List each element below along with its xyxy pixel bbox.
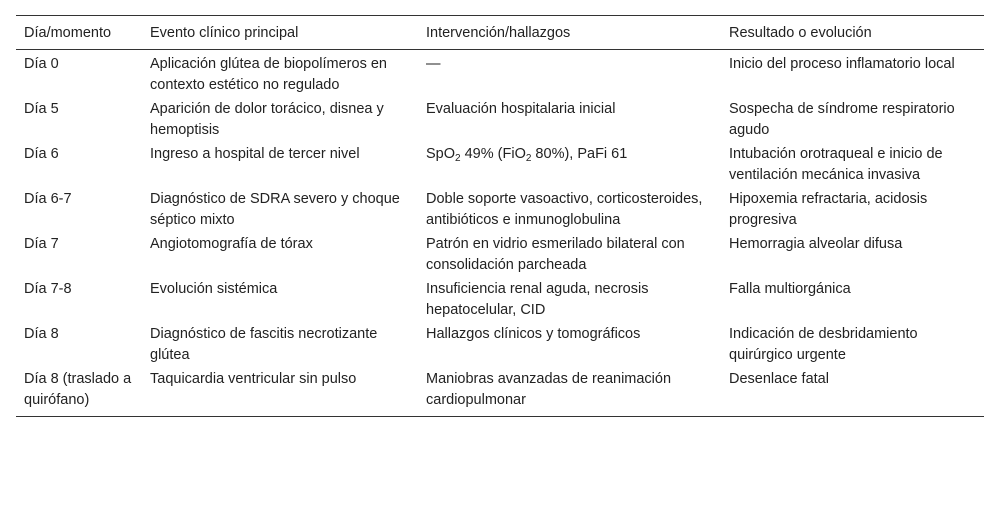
- cell-moment: Día 5: [24, 101, 59, 117]
- cell-intervention: [418, 144, 721, 189]
- clinical-timeline-table-container: [16, 15, 984, 417]
- cell-intervention: Evaluación hospitalaria inicial: [426, 101, 616, 117]
- cell-moment: Día 7-8: [24, 281, 72, 297]
- cell-event: Diagnóstico de fascitis necrotizante glútea: [150, 326, 378, 363]
- table-row: [16, 369, 984, 417]
- cell-event: Taquicardia ventricular sin pulso: [142, 369, 418, 417]
- cell-outcome: Falla multiorgánica: [729, 281, 851, 297]
- cell-intervention: Doble soporte vasoactivo, corticosteroides, antibióticos e inmunoglobulina: [426, 191, 703, 228]
- cell-moment: Día 6-7: [24, 191, 72, 207]
- spo2-subscript: 2: [455, 153, 461, 164]
- cell-moment: Día 8 (traslado a quirófano): [16, 369, 142, 417]
- cell-intervention: Maniobras avanzadas de reanimación cardiopulmonar: [418, 369, 721, 417]
- table-row: [16, 50, 984, 100]
- fio2-label: 49% (FiO: [460, 146, 526, 162]
- cell-moment: Día 8: [24, 326, 59, 342]
- table-row: [16, 189, 984, 234]
- cell-intervention: —: [426, 56, 441, 72]
- table-row: [16, 279, 984, 324]
- pafi-value: 80%), PaFi 61: [531, 146, 628, 162]
- header-row: [16, 16, 984, 50]
- cell-event: Aplicación glútea de biopolímeros en contexto estético no regulado: [150, 56, 387, 93]
- cell-event: Aparición de dolor torácico, disnea y hemoptisis: [150, 101, 384, 138]
- cell-event: Evolución sistémica: [150, 281, 278, 297]
- header-moment: Día/momento: [16, 16, 142, 50]
- cell-event: Ingreso a hospital de tercer nivel: [150, 146, 360, 162]
- table-row: [16, 324, 984, 369]
- table-header: [16, 16, 984, 50]
- cell-moment: Día 6: [24, 146, 59, 162]
- cell-moment: Día 0: [24, 56, 59, 72]
- cell-intervention: Patrón en vidrio esmerilado bilateral con consolidación parcheada: [426, 236, 685, 273]
- header-outcome: Resultado o evolución: [721, 16, 984, 50]
- table-body: [16, 50, 984, 417]
- cell-outcome: Intubación orotraqueal e inicio de ventilación mecánica invasiva: [729, 146, 943, 183]
- cell-moment: Día 7: [24, 236, 59, 252]
- table-row: [16, 144, 984, 189]
- cell-outcome: Hipoxemia refractaria, acidosis progresiva: [729, 191, 928, 228]
- spo2-label: SpO: [426, 146, 456, 162]
- table-row: [16, 99, 984, 144]
- cell-outcome: Desenlace fatal: [721, 369, 984, 417]
- table-row: [16, 234, 984, 279]
- cell-event: Angiotomografía de tórax: [150, 236, 313, 252]
- cell-event: Diagnóstico de SDRA severo y choque séptico mixto: [150, 191, 400, 228]
- fio2-subscript: 2: [525, 153, 532, 164]
- cell-intervention: Hallazgos clínicos y tomográficos: [426, 326, 641, 342]
- cell-intervention: Insuficiencia renal aguda, necrosis hepatocelular, CID: [426, 281, 649, 318]
- cell-outcome: Inicio del proceso inflamatorio local: [729, 56, 955, 72]
- clinical-timeline-table: [16, 15, 984, 417]
- header-event: Evento clínico principal: [142, 16, 418, 50]
- cell-outcome: Indicación de desbridamiento quirúrgico urgente: [729, 326, 918, 363]
- cell-outcome: Sospecha de síndrome respiratorio agudo: [729, 101, 955, 138]
- cell-outcome: Hemorragia alveolar difusa: [729, 236, 903, 252]
- header-intervention: Intervención/hallazgos: [418, 16, 721, 50]
